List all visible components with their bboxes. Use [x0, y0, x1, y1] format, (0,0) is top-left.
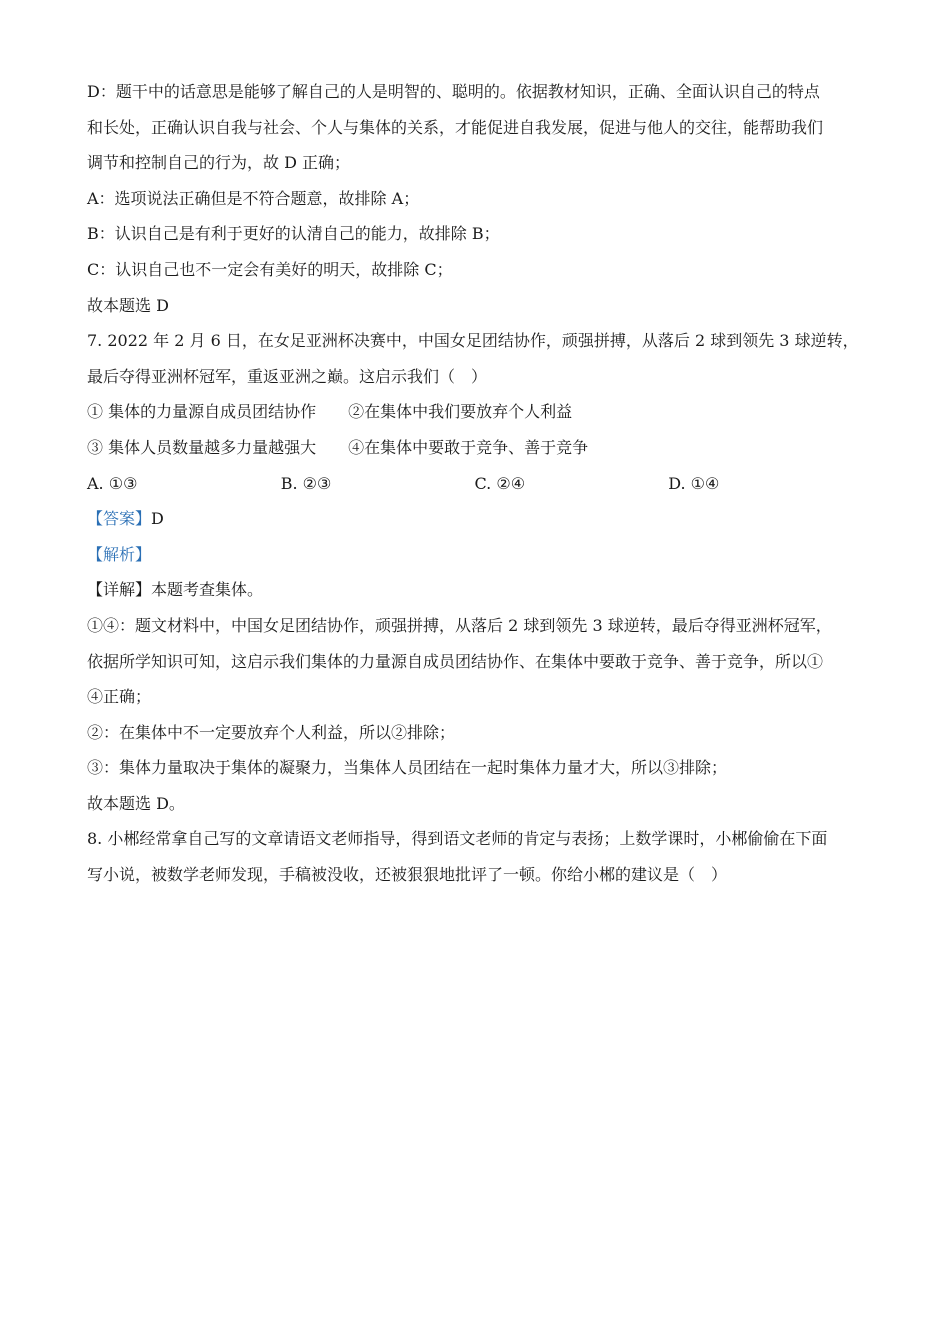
q7-option-b: B. ②③	[280, 473, 332, 493]
prev-explanation-c-line: C：认识自己也不一定会有美好的明天，故排除 C；	[87, 259, 453, 279]
q7-detail: 【详解】本题考查集体。	[87, 580, 264, 600]
q7-answer	[87, 501, 862, 537]
q8-stem-line-2: 写小说，被数学老师发现，手稿被没收，还被狠狠地批评了一顿。你给小郴的建议是（ ）	[87, 865, 728, 885]
q7-explain-14-line-1: ①④：题文材料中，中国女足团结协作，顽强拼搏，从落后 2 球到领先 3 球逆转，最后夺得亚洲杯冠军，	[87, 615, 832, 635]
q7-explain-2: ②：在集体中不一定要放弃个人利益，所以②排除；	[87, 722, 456, 742]
q7-stem-line-2: 最后夺得亚洲杯冠军，重返亚洲之巅。这启示我们（ ）	[87, 366, 488, 386]
prev-explanation-d-line-2: 和长处，正确认识自我与社会、个人与集体的关系，才能促进自我发展，促进与他人的交往，能帮助我们	[87, 117, 824, 137]
q7-statements-line-2: ③ 集体人员数量越多力量越强大 ④在集体中要敢于竞争、善于竞争	[87, 437, 589, 457]
analysis-tag: 【解析】	[87, 544, 152, 564]
q7-analysis	[87, 537, 862, 573]
q7-options	[87, 466, 862, 502]
prev-explanation-b-line: B：认识自己是有利于更好的认清自己的能力，故排除 B；	[87, 224, 500, 244]
prev-explanation-d-line-1: D：题干中的话意思是能够了解自己的人是明智的、聪明的。依据教材知识，正确、全面认识自己的特点	[87, 82, 820, 101]
q8-stem-line-1: 8. 小郴经常拿自己写的文章请语文老师指导，得到语文老师的肯定与表扬；上数学课时，小郴偷偷在下面	[87, 829, 828, 849]
answer-value: D	[151, 509, 164, 529]
prev-explanation-a-line: A：选项说法正确但是不符合题意，故排除 A；	[87, 188, 420, 208]
prev-conclusion: 故本题选 D	[87, 295, 169, 315]
q7-statements-line-1: ① 集体的力量源自成员团结协作 ②在集体中我们要放弃个人利益	[87, 402, 573, 422]
q7-option-a: A. ①③	[87, 473, 138, 493]
q7-option-c: C. ②④	[474, 473, 526, 493]
q7-explain-14-line-2: 依据所学知识可知，这启示我们集体的力量源自成员团结协作、在集体中要敢于竞争、善于竞争，所以①	[87, 651, 824, 671]
q7-conclusion: 故本题选 D。	[87, 793, 185, 813]
q7-stem-line-1: 7. 2022 年 2 月 6 日，在女足亚洲杯决赛中，中国女足团结协作，顽强拼搏，从落后 2 球到领先 3 球逆转，	[87, 331, 859, 351]
prev-explanation-d-line-3: 调节和控制自己的行为，故 D 正确；	[87, 153, 351, 173]
answer-tag: 【答案】	[87, 509, 152, 529]
q7-explain-3: ③：集体力量取决于集体的凝聚力，当集体人员团结在一起时集体力量才大，所以③排除；	[87, 758, 728, 778]
q7-option-d: D. ①④	[668, 473, 720, 493]
document-page	[87, 74, 862, 893]
q7-explain-14-line-3: ④正确；	[87, 687, 152, 707]
